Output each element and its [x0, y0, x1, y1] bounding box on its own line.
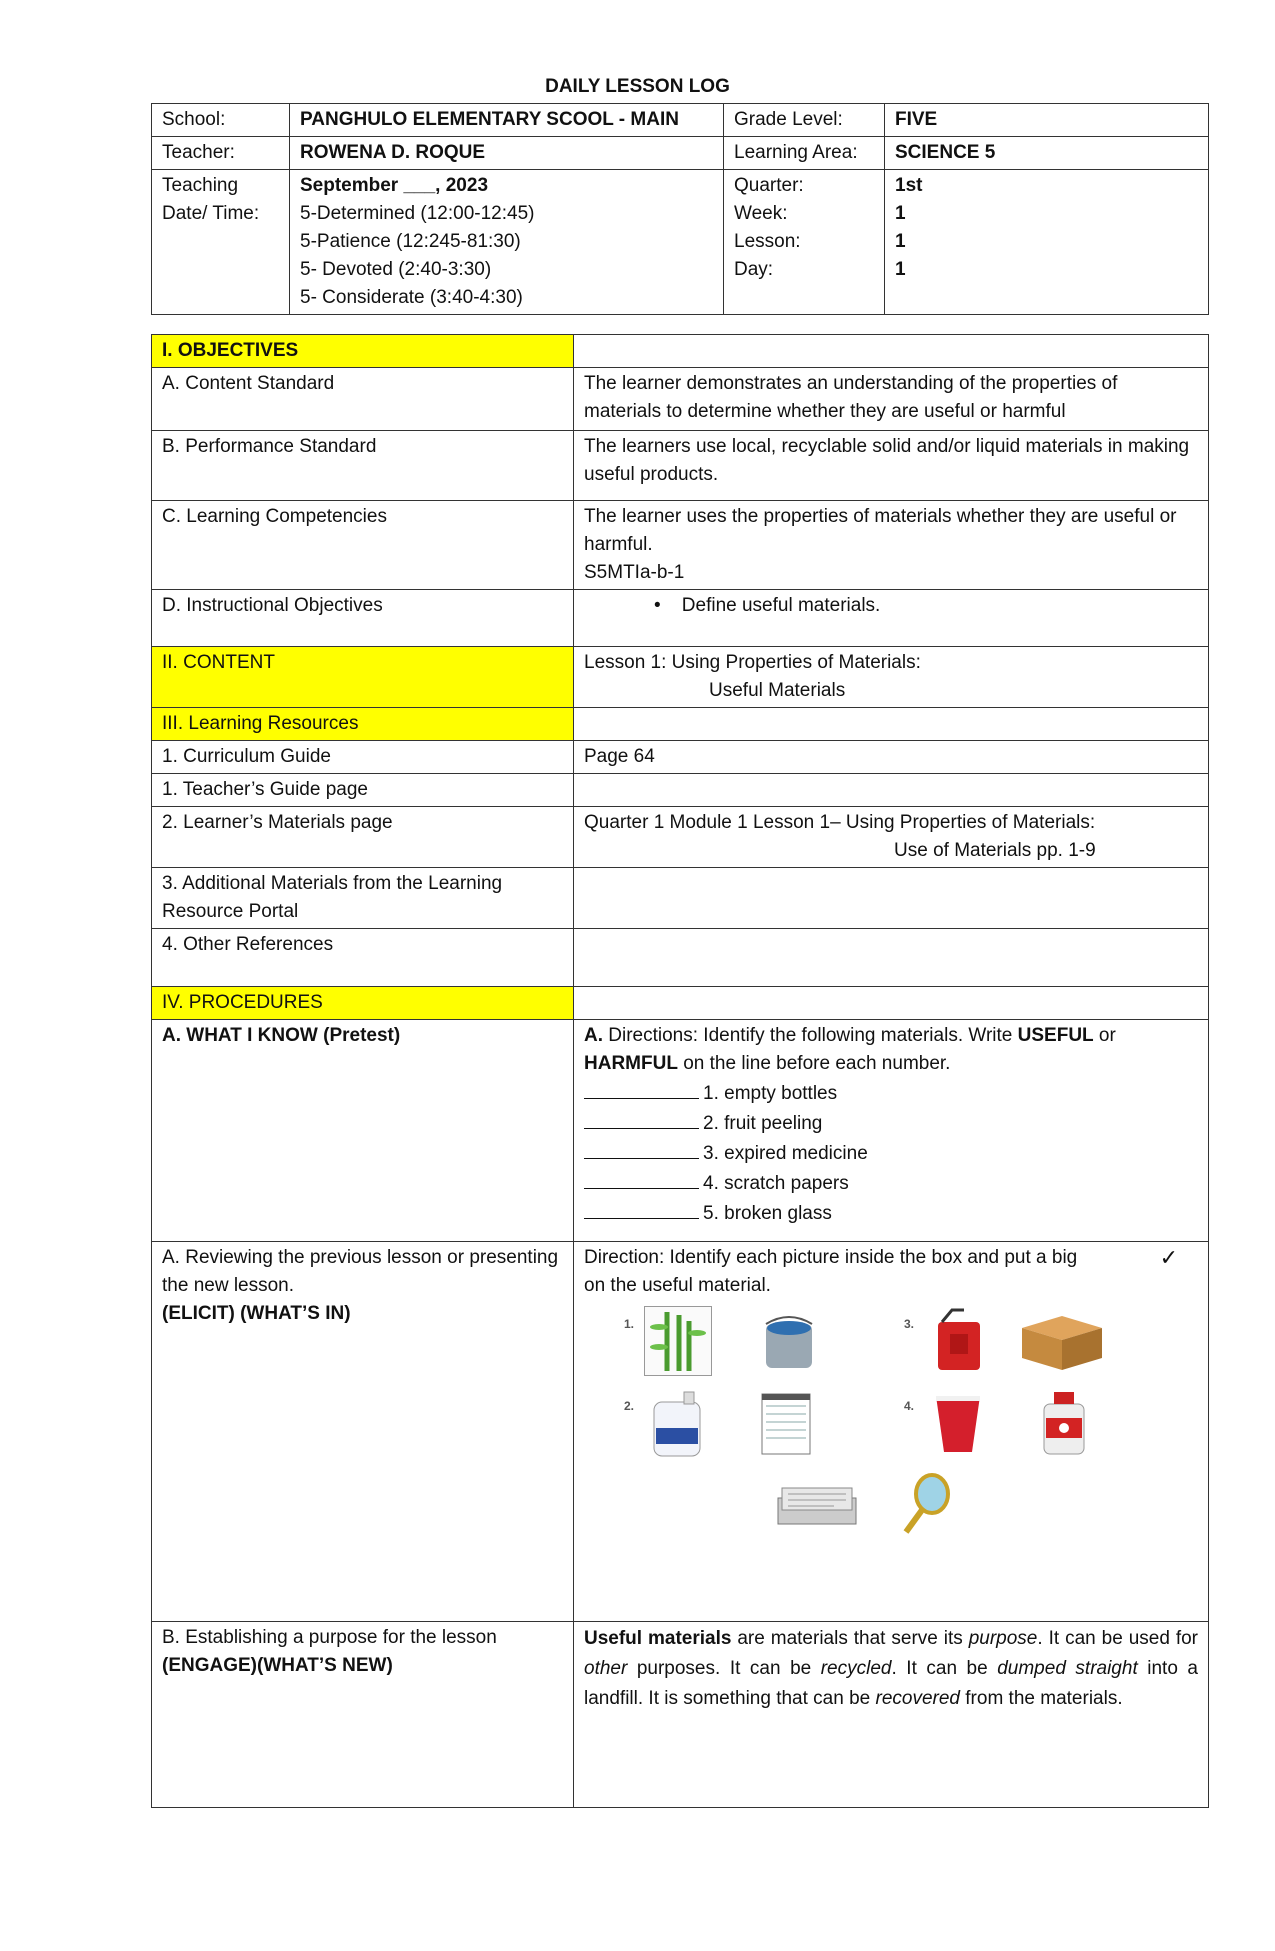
hand-mirror-icon: [896, 1472, 956, 1536]
pretest-item: 2. fruit peeling: [584, 1108, 1198, 1138]
review-value: Direction: Identify each picture inside the box and put a big ✓ on the useful material. 1. 3. 2. 4.: [574, 1242, 1209, 1622]
content-standard-value: The learner demonstrates an understanding of the properties of materials to determine whether they are useful or harmful: [574, 368, 1209, 431]
section-item: 5-Patience (12:245-81:30): [300, 231, 521, 252]
content-value: Lesson 1: Using Properties of Materials: Useful Materials: [574, 647, 1209, 708]
bamboo-icon: [644, 1306, 712, 1376]
learner-materials-value: Quarter 1 Module 1 Lesson 1– Using Properties of Materials: Use of Materials pp. 1-9: [574, 807, 1209, 868]
check-mark-icon: ✓: [1159, 1245, 1178, 1270]
content-standard-label: A. Content Standard: [152, 368, 574, 431]
lesson-table: [151, 334, 1209, 1808]
school-value: PANGHULO ELEMENTARY SCOOL - MAIN: [290, 104, 724, 137]
notepad-icon: [756, 1388, 816, 1458]
review-label: A. Reviewing the previous lesson or presenting the new lesson. (ELICIT) (WHAT’S IN): [152, 1242, 574, 1622]
curriculum-label: 1. Curriculum Guide: [152, 741, 574, 774]
date-label: Teaching Date/ Time:: [152, 170, 290, 315]
teacher-guide-label: 1. Teacher’s Guide page: [152, 774, 574, 807]
teacher-label: Teacher:: [152, 137, 290, 170]
pretest-item: 4. scratch papers: [584, 1168, 1198, 1198]
bleach-bottle-icon: [644, 1388, 710, 1458]
instructional-label: D. Instructional Objectives: [152, 590, 574, 647]
grade-label: Grade Level:: [724, 104, 885, 137]
date-value: September ___, 2023 5-Determined (12:00-12:45) 5-Patience (12:245-81:30) 5- Devoted (2:40-3:30) 5- Considerate (3:40-4:30): [290, 170, 724, 315]
competencies-label: C. Learning Competencies: [152, 501, 574, 590]
red-cup-icon: [930, 1388, 986, 1458]
resources-heading: III. Learning Resources: [152, 708, 574, 741]
cardboard-box-icon: [1014, 1306, 1110, 1374]
instructional-value: • Define useful materials.: [574, 590, 1209, 647]
learner-materials-label: 2. Learner’s Materials page: [152, 807, 574, 868]
other-references-label: 4. Other References: [152, 929, 574, 987]
schedule-labels: Quarter: Week: Lesson: Day:: [724, 170, 885, 315]
performance-standard-label: B. Performance Standard: [152, 431, 574, 501]
section-item: 5- Considerate (3:40-4:30): [300, 287, 523, 308]
header-table: [151, 103, 1209, 315]
newspaper-stack-icon: [774, 1480, 860, 1528]
procedures-heading: IV. PROCEDURES: [152, 987, 574, 1020]
pretest-item: 5. broken glass: [584, 1198, 1198, 1228]
performance-standard-value: The learners use local, recyclable solid and/or liquid materials in making useful products.: [574, 431, 1209, 501]
picture-grid: 1. 3. 2. 4.: [584, 1306, 1198, 1596]
section-item: 5-Determined (12:00-12:45): [300, 203, 535, 224]
schedule-values: 1st 1 1 1: [885, 170, 1209, 315]
area-value: SCIENCE 5: [885, 137, 1209, 170]
grade-value: FIVE: [885, 104, 1209, 137]
poison-bottle-icon: [1036, 1388, 1092, 1458]
teacher-value: ROWENA D. ROQUE: [290, 137, 724, 170]
curriculum-value: Page 64: [574, 741, 1209, 774]
gas-can-icon: [930, 1306, 990, 1374]
pretest-label: A. WHAT I KNOW (Pretest): [152, 1020, 574, 1242]
page-title: DAILY LESSON LOG: [545, 76, 730, 97]
competency-code: S5MTIa-b-1: [584, 562, 685, 583]
school-label: School:: [152, 104, 290, 137]
additional-materials-label: 3. Additional Materials from the Learning Resource Portal: [152, 868, 574, 929]
competencies-value: The learner uses the properties of materials whether they are useful or harmful. S5MTIa-b-1: [574, 501, 1209, 590]
content-heading: II. CONTENT: [152, 647, 574, 708]
objectives-heading: I. OBJECTIVES: [152, 335, 574, 368]
purpose-label: B. Establishing a purpose for the lesson (ENGAGE)(WHAT’S NEW): [152, 1622, 574, 1808]
area-label: Learning Area:: [724, 137, 885, 170]
pretest-value: A. Directions: Identify the following materials. Write USEFUL or HARMFUL on the line before each number. 1. empty bottles 2. fruit peeling 3. expired medicine 4. scratch papers 5. broken glass: [574, 1020, 1209, 1242]
section-item: 5- Devoted (2:40-3:30): [300, 259, 492, 280]
pretest-item: 3. expired medicine: [584, 1138, 1198, 1168]
pretest-item: 1. empty bottles: [584, 1078, 1198, 1108]
purpose-value: Useful materials are materials that serve its purpose. It can be used for other purposes. It can be recycled. It can be dumped straight into a landfill. It is something that can be recovered from the materials.: [574, 1622, 1209, 1808]
paint-bucket-icon: [756, 1306, 822, 1374]
